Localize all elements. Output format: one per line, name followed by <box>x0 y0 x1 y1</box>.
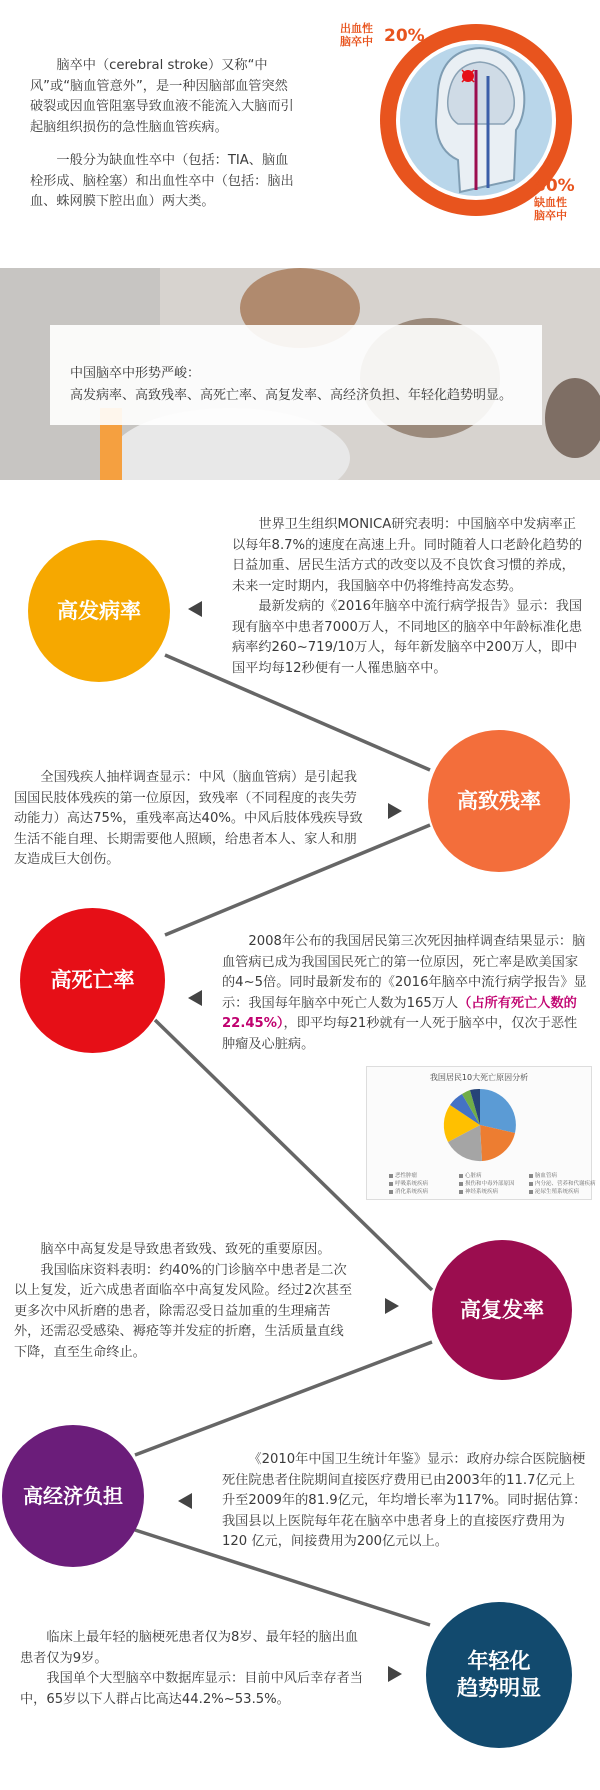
disability-paragraph-1: 全国残疾人抽样调查显示：中风（脑血管病）是引起我国国民肢体残疾的第一位原因，致残率（不同程度的丧失劳动能力）高达75%，重残率高达40%。中风后肢体残疾导致生活不能自理、长期需要他人照顾，给患者本人、家人和朋友造成巨大创伤。 <box>14 770 363 867</box>
pie-legend-item <box>389 1187 428 1195</box>
legend-label: 损伤和中毒外部原因 <box>465 1181 515 1187</box>
mortality-paragraph-1 <box>222 932 588 1055</box>
circle-economic <box>2 1425 144 1567</box>
circle-disability-label: 高致残率 <box>457 788 541 813</box>
ischemic-label-line1: 缺血性 <box>534 196 567 209</box>
circle-younger <box>426 1602 572 1748</box>
younger-paragraph-1: 临床上最年轻的脑梗死患者仅为8岁、最年轻的脑出血患者仅为9岁。 <box>20 1630 359 1666</box>
mortality-paragraph-tail: ，即平均每21秒就有一人死于脑卒中，仅次于恶性肿瘤及心脏病。 <box>222 1016 578 1052</box>
pie-legend-item <box>389 1171 417 1179</box>
legend-label: 恶性肿瘤 <box>395 1173 418 1179</box>
circle-incidence <box>28 540 170 682</box>
pie-graphic <box>437 1085 523 1165</box>
pie-legend-item <box>529 1179 596 1187</box>
circle-younger-label <box>457 1648 541 1702</box>
arrow-left-icon <box>188 601 202 617</box>
pie-legend-item <box>459 1179 515 1187</box>
arrow-left-icon <box>188 990 202 1006</box>
ischemic-pct: 80% <box>534 176 575 196</box>
legend-label: 泌尿生殖系统疾病 <box>535 1189 580 1195</box>
pie-chart-title: 我国居民10大死亡原因分析 <box>429 1073 529 1082</box>
arrow-right-icon <box>385 1298 399 1314</box>
circle-recurrence <box>432 1240 572 1380</box>
incidence-text <box>232 515 586 679</box>
circle-mortality <box>20 908 165 1053</box>
incidence-paragraph-2: 最新发病的《2016年脑卒中流行病学报告》显示：我国现有脑卒中患者7000万人，不同地区的脑卒中年龄标准化患病率约260~719/10万人，每年新发脑卒中200万人，即中国平均每12秒便有一人罹患脑卒中。 <box>232 599 583 676</box>
hemorrhagic-label-line2: 脑卒中 <box>340 35 373 48</box>
legend-label: 脑血管病 <box>535 1173 558 1179</box>
arrow-right-icon <box>388 803 402 819</box>
mortality-text <box>222 932 588 1055</box>
circle-younger-label-line2: 趋势明显 <box>457 1676 541 1700</box>
recurrence-text <box>14 1240 354 1363</box>
arrow-left-icon <box>178 1493 192 1509</box>
ischemic-label-line2: 脑卒中 <box>534 209 567 222</box>
death-causes-pie-chart <box>366 1066 596 1200</box>
circle-disability <box>428 730 570 872</box>
hemorrhagic-label-line1: 出血性 <box>340 22 373 35</box>
intro-paragraph-2: 一般分为缺血性卒中（包括：TIA、脑血栓形成、脑栓塞）和出血性卒中（包括：脑出血、蛛网膜下腔出血）两大类。 <box>30 153 294 209</box>
photo-caption-body: 高发病率、高致残率、高死亡率、高复发率、高经济负担、年轻化趋势明显。 <box>70 388 513 403</box>
pie-legend-item <box>389 1179 428 1187</box>
circle-economic-label: 高经济负担 <box>23 1483 123 1508</box>
intro-paragraph-1: 脑卒中（cerebral stroke）又称“中风”或“脑血管意外”，是一种因脑部血管突然破裂或因血管阻塞导致血液不能流入大脑而引起脑组织损伤的急性脑血管疾病。 <box>30 58 294 135</box>
hemorrhagic-pct: 20% <box>384 26 425 46</box>
younger-paragraph-2: 我国单个大型脑卒中数据库显示：目前中风后幸存者当中，65岁以下人群占比高达44.2%~53.5%。 <box>20 1671 363 1707</box>
pie-legend-item <box>529 1187 579 1195</box>
pie-legend-item <box>459 1187 498 1195</box>
mortality-highlight: （占所有死亡人数的22.45%） <box>222 995 577 1031</box>
economic-text <box>222 1450 588 1553</box>
pie-legend-item <box>459 1171 482 1179</box>
younger-text <box>20 1628 366 1710</box>
legend-label: 神经系统疾病 <box>465 1189 499 1195</box>
legend-label: 心脏病 <box>465 1173 482 1179</box>
economic-paragraph-1: 《2010年中国卫生统计年鉴》显示：政府办综合医院脑梗死住院患者住院期间直接医疗费用已由2003年的11.7亿元上升至2009年的81.9亿元，年均增长率为117%。同时据估算：我国县以上医院每年花在脑卒中患者身上的直接医疗费用为120 亿元，间接费用为200亿元以上。 <box>222 1452 587 1549</box>
recurrence-paragraph-1: 脑卒中高复发是导致患者致残、致死的重要原因。 <box>40 1242 331 1257</box>
pie-legend-item <box>529 1171 557 1179</box>
recurrence-paragraph-2: 我国临床资料表明：约40%的门诊脑卒中患者是二次以上复发，近六成患者面临卒中高复发风险。经过2次甚至更多次中风折磨的患者，除需忍受日益加重的生理痛苦外，还需忍受感染、褥疮等并发症的折磨，生活质量直线下降，直至生命终止。 <box>14 1262 353 1360</box>
legend-label: 呼吸系统疾病 <box>395 1181 429 1187</box>
circle-incidence-label: 高发病率 <box>57 598 141 623</box>
disability-text <box>14 768 366 871</box>
incidence-paragraph-1: 世界卫生组织MONICA研究表明：中国脑卒中发病率正以每年8.7%的速度在高速上升。同时随着人口老龄化趋势的日益加重、居民生活方式的改变以及不良饮食习惯的养成，未来一定时期内，我国脑卒中仍将维持高发态势。 <box>232 517 583 594</box>
legend-label: 内分泌、营养和代谢疾病 <box>535 1181 596 1187</box>
photo-caption-title: 中国脑卒中形势严峻： <box>70 366 201 381</box>
circle-younger-label-line1: 年轻化 <box>467 1649 531 1673</box>
circle-mortality-label: 高死亡率 <box>50 968 135 992</box>
legend-label: 消化系统疾病 <box>395 1189 429 1195</box>
arrow-right-icon <box>388 1666 402 1682</box>
circle-recurrence-label: 高复发率 <box>460 1297 544 1322</box>
mortality-paragraph-main: 2008年公布的我国居民第三次死因抽样调查结果显示：脑血管病已成为我国国民死亡的第一位原因，死亡率是欧美国家的4~5倍。同时最新发布的《2016年脑卒中流行病学报告》显示：我国每年脑卒中死亡人数为165万人 <box>222 934 587 1011</box>
